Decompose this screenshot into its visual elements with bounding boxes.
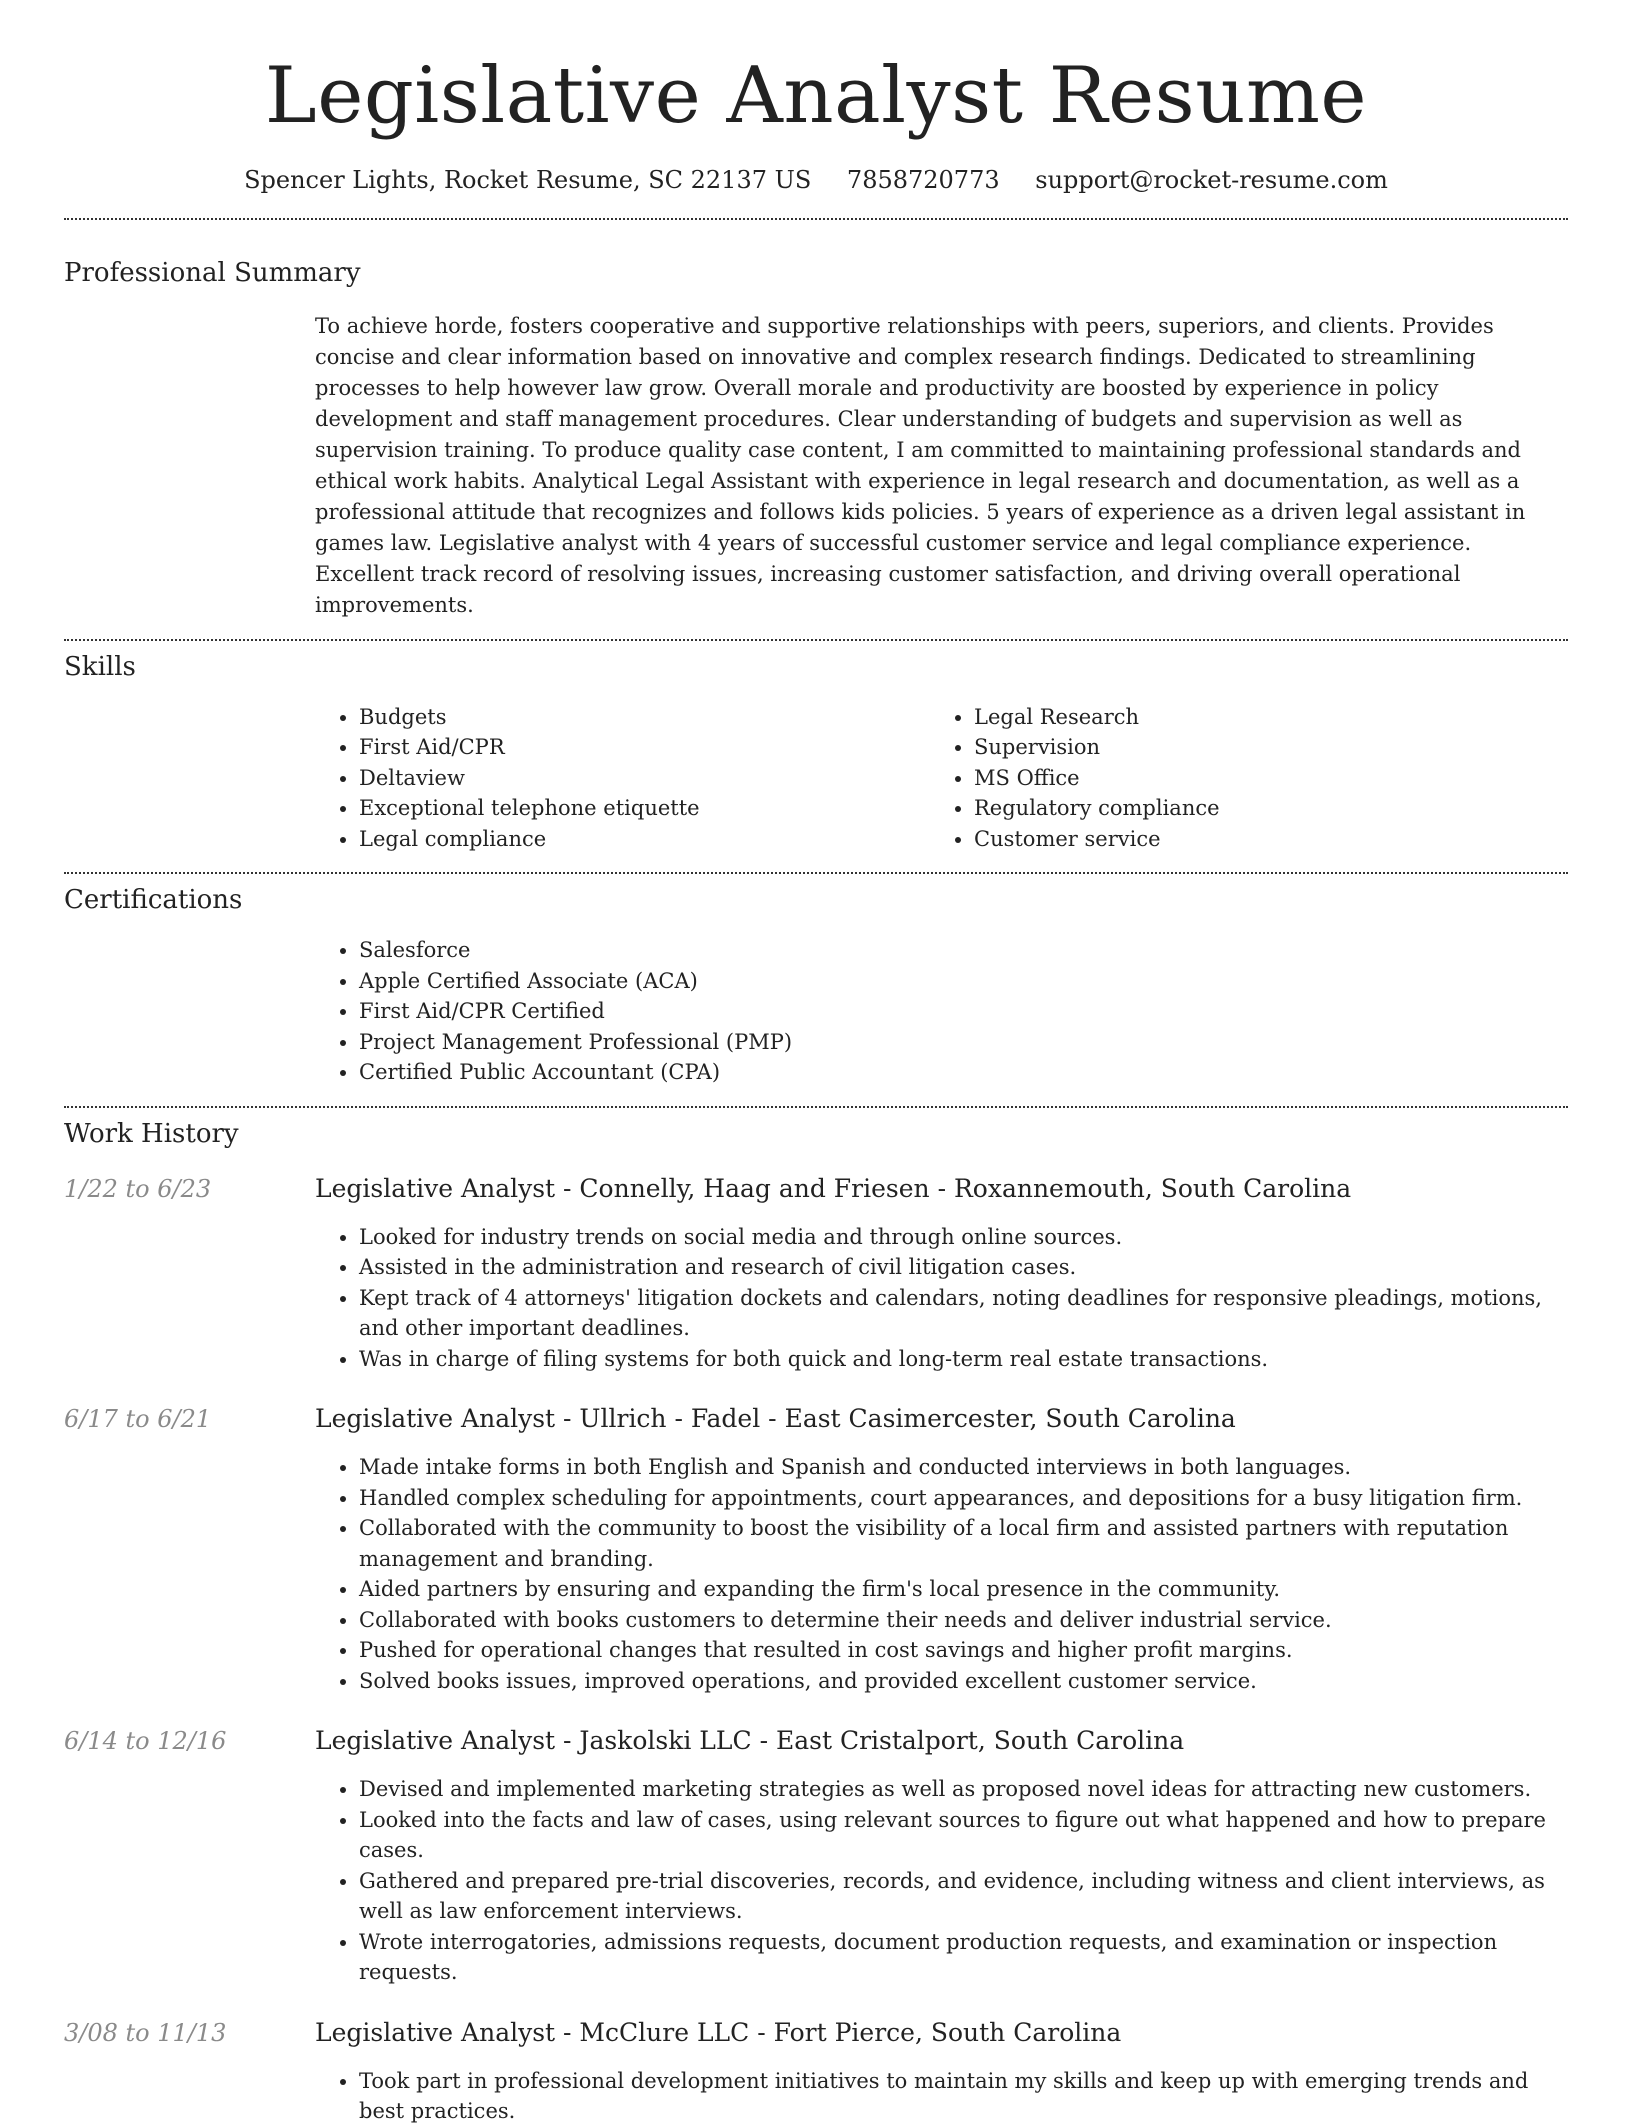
- section-heading-skills: Skills: [64, 651, 136, 682]
- job-bullets: [315, 1222, 1568, 1375]
- job-bullet: • Kept track of 4 attorneys' litigation dockets and calendars, noting deadlines for responsive pleadings, motions, and other important deadlines.: [359, 1283, 1568, 1344]
- job-bullet: • Took part in professional development initiatives to maintain my skills and keep up with emerging trends and best practices.: [359, 2066, 1568, 2127]
- section-heading-work-history: Work History: [64, 1118, 239, 1149]
- job-title: Legislative Analyst - McClure LLC - Fort Pierce, South Carolina: [315, 2017, 1122, 2047]
- job-bullet: • Made intake forms in both English and Spanish and conducted interviews in both languages.: [359, 1452, 1568, 1483]
- contact-email[interactable]: support@rocket-resume.com: [1035, 165, 1388, 194]
- divider: [64, 872, 1568, 874]
- job-bullets: [315, 1452, 1568, 1696]
- job-bullet: • Assisted in the administration and research of civil litigation cases.: [359, 1252, 1568, 1283]
- skill-item: • Customer service: [974, 824, 1530, 855]
- skill-item: • Exceptional telephone etiquette: [359, 793, 930, 824]
- divider: [64, 639, 1568, 641]
- job-bullet: • Handled complex scheduling for appointments, court appearances, and depositions for a busy litigation firm.: [359, 1483, 1568, 1514]
- certification-item: • Project Management Professional (PMP): [359, 1027, 1568, 1058]
- contact-line: [64, 166, 1568, 194]
- contact-phone: 7858720773: [846, 165, 1000, 194]
- job-bullet: • Pushed for operational changes that resulted in cost savings and higher profit margins.: [359, 1635, 1568, 1666]
- job-title: Legislative Analyst - Ullrich - Fadel - East Casimercester, South Carolina: [315, 1404, 1236, 1434]
- job-bullet: • Collaborated with books customers to determine their needs and deliver industrial service.: [359, 1605, 1568, 1636]
- section-heading-certifications: Certifications: [64, 885, 243, 916]
- skill-item: • Budgets: [359, 702, 930, 733]
- job-bullet: • Aided partners by ensuring and expanding the firm's local presence in the community.: [359, 1574, 1568, 1605]
- job-bullets: [315, 1774, 1568, 1988]
- job-bullet: • Collaborated with the community to boost the visibility of a local firm and assisted partners with reputation management and branding.: [359, 1513, 1568, 1574]
- job-bullet: • Looked into the facts and law of cases, using relevant sources to figure out what happened and how to prepare cases.: [359, 1805, 1568, 1866]
- certification-item: • Apple Certified Associate (ACA): [359, 966, 1568, 997]
- skill-item: • Legal compliance: [359, 824, 930, 855]
- job-title: Legislative Analyst - Connelly, Haag and Friesen - Roxannemouth, South Carolina: [315, 1173, 1352, 1203]
- job-bullet: • Was in charge of filing systems for both quick and long-term real estate transactions.: [359, 1344, 1568, 1375]
- skills-list-left: [315, 702, 930, 855]
- job-bullets: [315, 2066, 1568, 2127]
- job-dates: 3/08 to 11/13: [64, 2018, 227, 2047]
- job-bullet: • Gathered and prepared pre-trial discoveries, records, and evidence, including witness and client interviews, as well as law enforcement interviews.: [359, 1866, 1568, 1927]
- skill-item: • First Aid/CPR: [359, 732, 930, 763]
- skills-list-right: [930, 702, 1530, 855]
- skill-item: • Regulatory compliance: [974, 793, 1530, 824]
- divider: [64, 1106, 1568, 1108]
- job-bullet: • Solved books issues, improved operations, and provided excellent customer service.: [359, 1666, 1568, 1697]
- certification-item: • Certified Public Accountant (CPA): [359, 1057, 1568, 1088]
- job-title: Legislative Analyst - Jaskolski LLC - East Cristalport, South Carolina: [315, 1726, 1185, 1756]
- certifications-list: [315, 935, 1568, 1088]
- section-heading-summary: Professional Summary: [64, 257, 361, 288]
- job-entry: [64, 1174, 1568, 1375]
- skill-item: • MS Office: [974, 763, 1530, 794]
- skills-grid: [315, 702, 1568, 855]
- job-bullet: • Wrote interrogatories, admissions requests, document production requests, and examination or inspection requests.: [359, 1927, 1568, 1988]
- skill-item: • Deltaview: [359, 763, 930, 794]
- contact-address: Spencer Lights, Rocket Resume, SC 22137 US: [244, 165, 812, 194]
- job-dates: 1/22 to 6/23: [64, 1174, 212, 1203]
- job-dates: 6/17 to 6/21: [64, 1405, 212, 1434]
- certification-item: • First Aid/CPR Certified: [359, 996, 1568, 1027]
- job-dates: 6/14 to 12/16: [64, 1727, 227, 1756]
- skill-item: • Legal Research: [974, 702, 1530, 733]
- resume-title: Legislative Analyst Resume: [264, 51, 1368, 141]
- certifications-block: [315, 935, 1568, 1088]
- certification-item: • Salesforce: [359, 935, 1568, 966]
- job-bullet: • Devised and implemented marketing strategies as well as proposed novel ideas for attracting new customers.: [359, 1774, 1568, 1805]
- job-bullet: • Looked for industry trends on social media and through online sources.: [359, 1222, 1568, 1253]
- job-entry: [64, 2018, 1568, 2127]
- summary-text: To achieve horde, fosters cooperative and supportive relationships with peers, superiors, and clients. Provides concise and clear information based on innovative and complex research findings. Dedicated to streamlining processes to help however law grow. Overall morale and productivity are boosted by experience in policy development and staff management procedures. Clear understanding of budgets and supervision as well as supervision training. To produce quality case content, I am committed to maintaining professional standards and ethical work habits. Analytical Legal Assistant with experience in legal research and documentation, as well as a professional attitude that recognizes and follows kids policies. 5 years of experience as a driven legal assistant in games law. Legislative analyst with 4 years of successful customer service and legal compliance experience. Excellent track record of resolving issues, increasing customer satisfaction, and driving overall operational improvements.: [315, 313, 1526, 617]
- divider: [64, 218, 1568, 220]
- job-entry: [64, 1404, 1568, 1696]
- job-entry: [64, 1726, 1568, 1988]
- skill-item: • Supervision: [974, 732, 1530, 763]
